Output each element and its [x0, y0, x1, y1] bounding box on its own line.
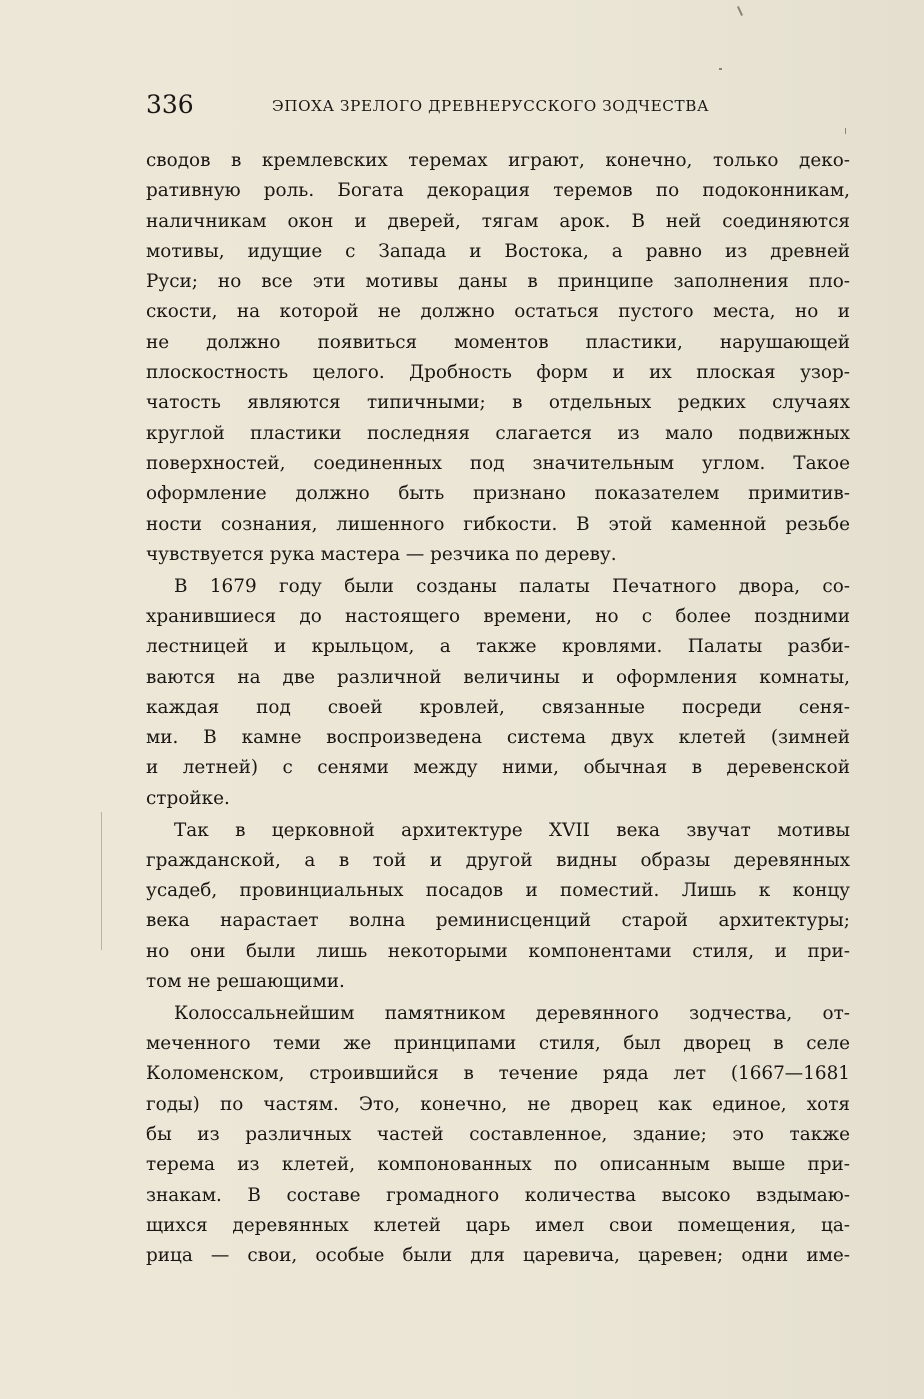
body-text	[146, 146, 850, 1273]
text-line: чатость являются типичными; в отдельных редких случаях	[146, 392, 850, 414]
text-line: мотивы, идущие с Запада и Востока, а равно из древней	[146, 240, 850, 262]
text-line: Руси; но все эти мотивы даны в принципе заполнения пло-	[146, 271, 850, 293]
text-line: чувствуется рука мастера — резчика по дереву.	[146, 543, 617, 565]
text-line: Так в церковной архитектуре XVII века звучат мотивы	[174, 819, 850, 841]
text-line: поверхностей, соединенных под значительным углом. Такое	[146, 452, 850, 474]
text-line: хранившиеся до настоящего времени, но с более поздними	[146, 605, 850, 627]
text-line: века нарастает волна реминисценций старой архитектуры;	[146, 910, 850, 932]
text-line: терема из клетей, компонованных по описанным выше при-	[146, 1154, 850, 1176]
text-line: меченного теми же принципами стиля, был дворец в селе	[146, 1033, 850, 1055]
text-line: но они были лишь некоторыми компонентами стиля, и при-	[146, 940, 850, 962]
paragraph-2	[146, 572, 850, 814]
text-line: круглой пластики последняя слагается из мало подвижных	[146, 422, 850, 444]
text-line: щихся деревянных клетей царь имел свои помещения, ца-	[146, 1214, 850, 1236]
text-line: стройке.	[146, 787, 230, 809]
text-line: бы из различных частей составленное, здание; это также	[146, 1124, 850, 1145]
text-line: усадеб, провинциальных посадов и поместий. Лишь к концу	[146, 880, 850, 902]
page-number: 336	[146, 90, 194, 119]
text-line: ности сознания, лишенного гибкости. В этой каменной резьбе	[146, 513, 850, 535]
text-line: наличникам окон и дверей, тягам арок. В ней соединяются	[146, 210, 850, 232]
text-line: ративную роль. Богата декорация теремов по подоконникам,	[146, 180, 850, 202]
scan-speck	[737, 6, 743, 16]
text-line: ваются на две различной величины и оформления комнаты,	[146, 666, 850, 688]
text-line: скости, на которой не должно остаться пустого места, но и	[146, 301, 850, 323]
text-line: Коломенском, строившийся в течение ряда лет (1667—1681	[146, 1063, 850, 1085]
text-line: и летней) с сенями между ними, обычная в деревенской	[146, 757, 850, 779]
text-line: гражданской, а в той и другой видны образы деревянных	[146, 849, 850, 871]
text-line: годы) по частям. Это, конечно, не дворец как единое, хотя	[146, 1093, 850, 1115]
running-head: ЭПОХА ЗРЕЛОГО ДРЕВНЕРУССКОГО ЗОДЧЕСТВА	[272, 97, 710, 115]
scan-edge-mark	[101, 812, 102, 950]
text-line: каждая под своей кровлей, связанные посреди сеня-	[146, 696, 850, 718]
text-line: сводов в кремлевских теремах играют, конечно, только деко-	[146, 150, 850, 171]
page-header	[146, 90, 850, 122]
paragraph-1	[146, 146, 850, 570]
text-line: В 1679 году были созданы палаты Печатного двора, со-	[174, 575, 850, 597]
scan-speck	[719, 68, 722, 70]
text-line: ми. В камне воспроизведена система двух клетей (зимней	[146, 727, 850, 749]
text-line: Колоссальнейшим памятником деревянного зодчества, от-	[174, 1002, 850, 1024]
text-line: том не решающими.	[146, 971, 345, 993]
text-line: не должно появиться моментов пластики, нарушающей	[146, 331, 850, 353]
text-line: рица — свои, особые были для царевича, царевен; одни име-	[146, 1245, 850, 1267]
text-line: оформление должно быть признано показателем примитив-	[146, 483, 850, 505]
text-line: лестницей и крыльцом, а также кровлями. Палаты разби-	[146, 636, 850, 658]
text-line: знакам. В составе громадного количества высоко вздымаю-	[146, 1184, 850, 1206]
paragraph-3	[146, 816, 850, 998]
scan-speck	[845, 128, 846, 134]
paragraph-4	[146, 999, 850, 1272]
text-line: плоскостность целого. Дробность форм и их плоская узор-	[146, 362, 850, 384]
